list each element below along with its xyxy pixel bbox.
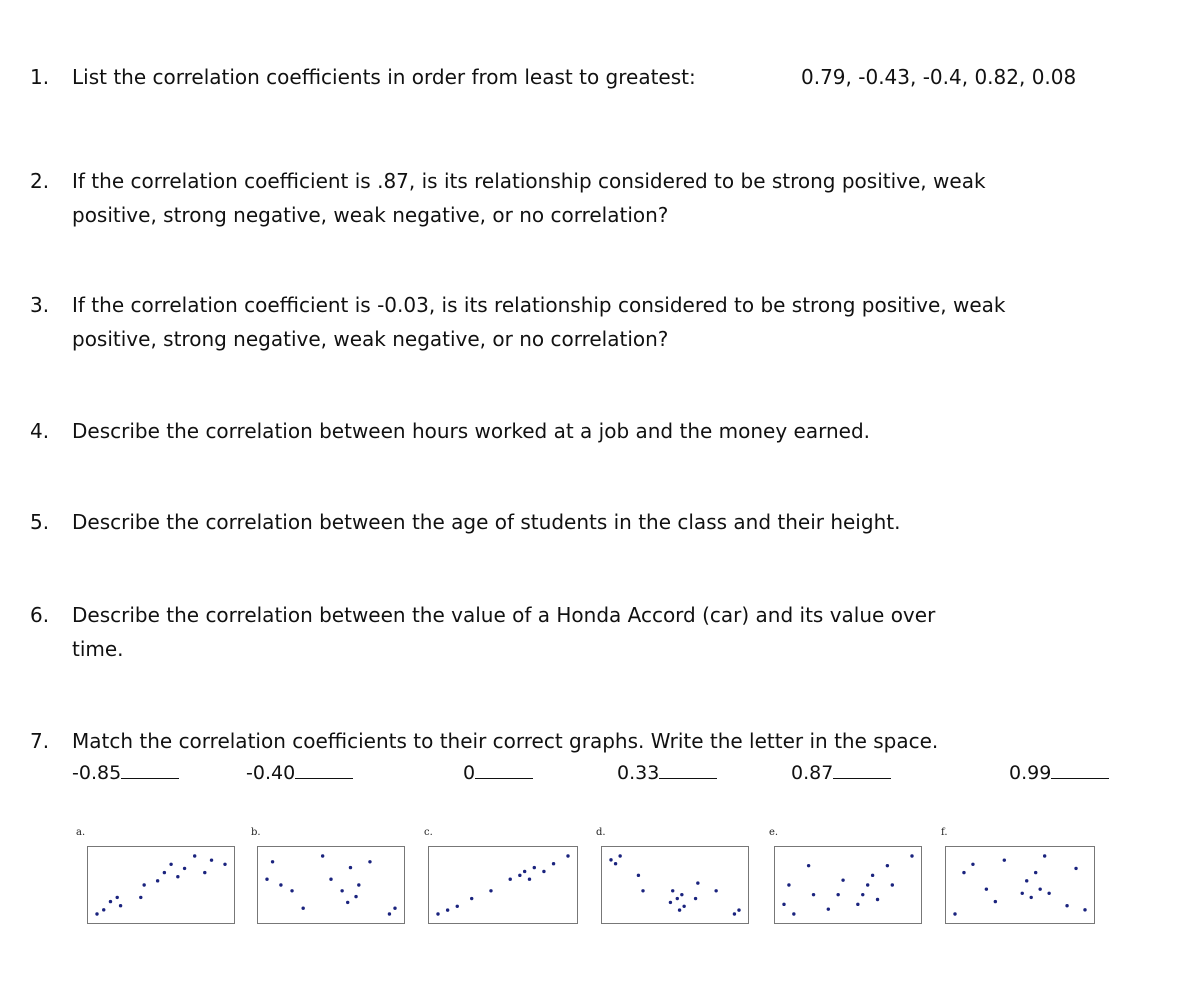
scatter-point	[714, 889, 717, 892]
question-number: 4.	[30, 419, 50, 443]
scatter-point	[1065, 904, 1068, 907]
match-item	[617, 758, 717, 788]
coefficient-value: -0.40	[246, 762, 296, 784]
answer-blank[interactable]	[1051, 758, 1109, 779]
answer-blank[interactable]	[295, 758, 353, 779]
graph-letter-a: a.	[76, 827, 86, 838]
scatter-point	[782, 903, 785, 906]
coefficient-value: 0	[463, 762, 476, 784]
scatter-point	[301, 907, 304, 910]
scatter-point	[891, 883, 894, 886]
scatter-point	[953, 912, 956, 915]
scatter-point	[119, 904, 122, 907]
scatter-point	[962, 871, 965, 874]
scatter-point	[176, 875, 179, 878]
scatter-point	[156, 879, 159, 882]
scatter-point	[694, 897, 697, 900]
question-text: Match the correlation coefficients to their correct graphs. Write the letter in the space.	[72, 729, 939, 753]
scatter-point	[861, 893, 864, 896]
question-number: 3.	[30, 293, 50, 317]
scatter-point	[116, 896, 119, 899]
scatter-point	[321, 854, 324, 857]
graph-letter-b: b.	[251, 827, 261, 838]
scatter-point	[1074, 867, 1077, 870]
scatter-point	[866, 883, 869, 886]
question-number: 2.	[30, 169, 50, 193]
scatter-point	[1043, 854, 1046, 857]
scatter-point	[737, 908, 740, 911]
scatter-point	[210, 858, 213, 861]
scatter-point	[566, 854, 569, 857]
scatter-plot-d	[602, 847, 748, 923]
scatter-point	[792, 912, 795, 915]
scatter-point	[357, 883, 360, 886]
scatter-point	[102, 908, 105, 911]
question-text-line2: positive, strong negative, weak negative, or no correlation?	[72, 203, 669, 227]
answer-blank[interactable]	[833, 758, 891, 779]
scatter-point	[733, 912, 736, 915]
scatter-point	[163, 871, 166, 874]
scatter-graph-a	[87, 846, 235, 924]
scatter-point	[368, 860, 371, 863]
graph-letter-d: d.	[596, 827, 606, 838]
scatter-point	[489, 889, 492, 892]
scatter-point	[812, 893, 815, 896]
scatter-point	[552, 862, 555, 865]
scatter-graph-d	[601, 846, 749, 924]
scatter-point	[676, 897, 679, 900]
scatter-point	[886, 864, 889, 867]
question-text: Describe the correlation between hours worked at a job and the money earned.	[72, 419, 871, 443]
scatter-point	[533, 866, 536, 869]
scatter-point	[1034, 871, 1037, 874]
scatter-point	[637, 874, 640, 877]
scatter-point	[95, 912, 98, 915]
scatter-point	[1083, 908, 1086, 911]
scatter-point	[827, 907, 830, 910]
scatter-point	[528, 878, 531, 881]
scatter-point	[871, 874, 874, 877]
question-text: List the correlation coefficients in order from least to greatest:	[72, 65, 696, 89]
scatter-point	[354, 895, 357, 898]
scatter-point	[290, 889, 293, 892]
scatter-point	[696, 881, 699, 884]
scatter-point	[841, 878, 844, 881]
scatter-point	[436, 912, 439, 915]
question-text: Describe the correlation between the value of a Honda Accord (car) and its value over	[72, 603, 936, 627]
question-text: Describe the correlation between the age of students in the class and their height.	[72, 510, 901, 534]
scatter-plot-c	[429, 847, 577, 923]
match-item	[1009, 758, 1109, 788]
question-number: 5.	[30, 510, 50, 534]
coefficient-value: 0.33	[617, 762, 660, 784]
coefficient-list: 0.79, -0.43, -0.4, 0.82, 0.08	[801, 65, 1077, 89]
scatter-plot-e	[775, 847, 921, 923]
scatter-point	[271, 860, 274, 863]
scatter-point	[509, 878, 512, 881]
scatter-point	[669, 901, 672, 904]
scatter-point	[183, 867, 186, 870]
scatter-point	[340, 889, 343, 892]
scatter-graph-f	[945, 846, 1095, 924]
scatter-point	[1025, 879, 1028, 882]
scatter-point	[680, 893, 683, 896]
scatter-point	[456, 905, 459, 908]
scatter-graph-b	[257, 846, 405, 924]
answer-blank[interactable]	[659, 758, 717, 779]
scatter-point	[614, 862, 617, 865]
scatter-point	[994, 900, 997, 903]
coefficient-value: -0.85	[72, 762, 122, 784]
scatter-graph-e	[774, 846, 922, 924]
scatter-point	[910, 854, 913, 857]
scatter-point	[393, 907, 396, 910]
scatter-point	[836, 893, 839, 896]
scatter-point	[223, 863, 226, 866]
scatter-point	[193, 854, 196, 857]
scatter-point	[609, 858, 612, 861]
scatter-point	[169, 863, 172, 866]
answer-blank[interactable]	[121, 758, 179, 779]
match-item	[246, 758, 353, 788]
scatter-point	[682, 905, 685, 908]
answer-blank[interactable]	[475, 758, 533, 779]
scatter-point	[856, 903, 859, 906]
graph-letter-e: e.	[769, 827, 779, 838]
scatter-point	[349, 866, 352, 869]
question-number: 1.	[30, 65, 50, 89]
question-number: 7.	[30, 729, 50, 753]
match-item	[72, 758, 179, 788]
scatter-plot-b	[258, 847, 404, 923]
scatter-point	[329, 878, 332, 881]
coefficient-value: 0.99	[1009, 762, 1052, 784]
scatter-point	[109, 900, 112, 903]
scatter-point	[142, 883, 145, 886]
scatter-point	[523, 870, 526, 873]
scatter-point	[388, 912, 391, 915]
scatter-point	[446, 908, 449, 911]
question-text-line2: time.	[72, 637, 124, 661]
scatter-point	[1047, 892, 1050, 895]
question-text: If the correlation coefficient is .87, is its relationship considered to be strong positive, weak	[72, 169, 986, 193]
question-text-line2: positive, strong negative, weak negative, or no correlation?	[72, 327, 669, 351]
scatter-point	[671, 889, 674, 892]
scatter-point	[518, 874, 521, 877]
question-text: If the correlation coefficient is -0.03, is its relationship considered to be strong positive, weak	[72, 293, 1006, 317]
scatter-point	[203, 871, 206, 874]
scatter-point	[641, 889, 644, 892]
scatter-point	[1038, 887, 1041, 890]
scatter-point	[279, 883, 282, 886]
scatter-point	[807, 864, 810, 867]
scatter-point	[618, 854, 621, 857]
scatter-point	[265, 878, 268, 881]
scatter-plot-f	[946, 847, 1094, 923]
scatter-plot-a	[88, 847, 234, 923]
coefficient-value: 0.87	[791, 762, 834, 784]
scatter-point	[346, 901, 349, 904]
graph-letter-c: c.	[424, 827, 433, 838]
scatter-point	[971, 863, 974, 866]
scatter-point	[1030, 896, 1033, 899]
scatter-point	[787, 883, 790, 886]
scatter-point	[470, 897, 473, 900]
scatter-point	[1003, 858, 1006, 861]
scatter-point	[139, 896, 142, 899]
graph-letter-f: f.	[941, 827, 948, 838]
question-number: 6.	[30, 603, 50, 627]
match-item	[791, 758, 891, 788]
match-item	[463, 758, 533, 788]
scatter-point	[542, 870, 545, 873]
scatter-graph-c	[428, 846, 578, 924]
scatter-point	[678, 908, 681, 911]
scatter-point	[1021, 892, 1024, 895]
scatter-point	[985, 887, 988, 890]
scatter-point	[876, 898, 879, 901]
